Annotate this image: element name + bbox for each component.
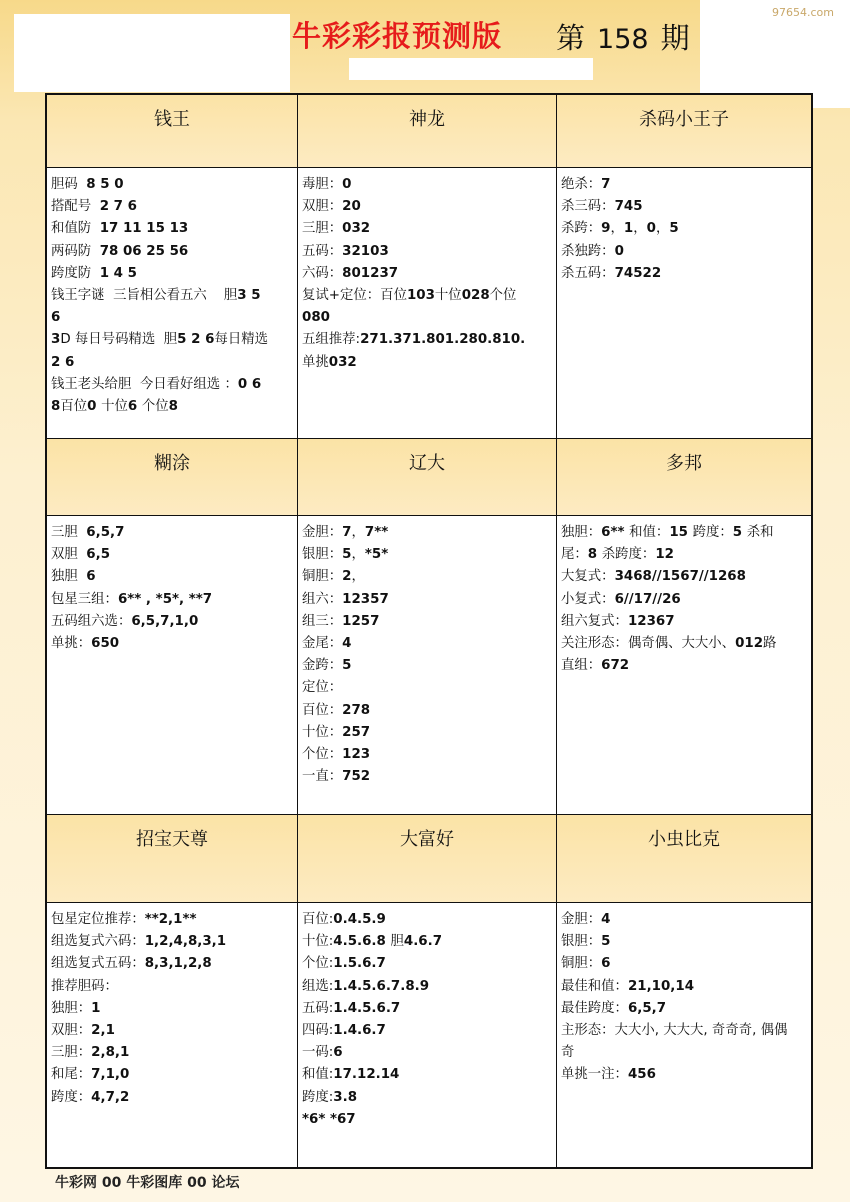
panel-line: 关注形态：偶奇偶、大大小、012路 [561,636,777,652]
blank-strip [349,58,593,80]
panel-line: 单挑一注：456 [561,1067,656,1083]
panel-line: 080 [302,310,330,326]
panel-body [47,168,297,438]
blank-area-left [14,14,290,92]
panel-line: 双胆：2,1 [51,1023,115,1039]
panel-line: 杀跨：9，1，0，5 [561,221,679,237]
panel-line: 双胆 6,5 [51,547,111,563]
panel-line: 尾：8 杀跨度：12 [561,547,674,563]
panel-line: 组三：1257 [302,613,380,629]
panel-line: 百位：278 [302,702,371,718]
panel-body [298,903,556,1167]
panel-line: 个位:1.5.6.7 [302,956,386,972]
panel-line: 单挑：650 [51,636,120,652]
panel-line: 2 6 [51,354,75,370]
panel-title: 小虫比克 [557,815,811,902]
panel-line: 单挑032 [302,354,357,370]
panel-line: 和尾：7,1,0 [51,1067,130,1083]
panel-line: 组选:1.4.5.6.7.8.9 [302,978,430,994]
panel-line: 绝杀：7 [561,177,611,192]
panel-line: 组六复式：12367 [561,613,675,629]
panel-line: 包星定位推荐：**2,1** [51,912,197,927]
panel-line: 银胆：5，*5* [302,547,389,563]
panel-line: 三胆 6,5,7 [51,525,125,540]
panel-line: 独胆：1 [51,1000,101,1016]
panel-line: 五码:1.4.5.6.7 [302,1000,401,1016]
panel-line: 金尾：4 [302,636,352,652]
panel-line: 跨度:3.8 [302,1089,358,1105]
panel-line: 钱王老头给胆 今日看好组选 ：0 6 [51,376,262,392]
panel-line: 三胆：2,8,1 [51,1045,130,1061]
panel-title: 辽大 [298,439,556,515]
panel-title: 招宝天尊 [47,815,297,902]
watermark: 97654.com [772,6,834,19]
panel-line: 组选复式五码：8,3,1,2,8 [51,956,212,972]
panel-line: 胆码 8 5 0 [51,177,124,192]
panel-line: 杀五码：74522 [561,265,662,281]
panel-line: 三胆：032 [302,221,371,237]
panel-line: 独胆：6** 和值：15 跨度：5 杀和 [561,525,774,540]
issue-number: 158 [597,24,649,55]
panel-line: 双胆：20 [302,199,361,215]
panel-body [47,903,297,1167]
panel-body [298,168,556,438]
panel-title: 大富好 [298,815,556,902]
issue-label [556,16,690,57]
panel-body [557,516,811,814]
prediction-grid [45,93,813,1169]
panel-body [557,168,811,438]
panel-line: 钱王字谜 三旨相公看五六 胆3 5 [51,288,261,304]
panel-line: 6 [51,310,61,326]
panel-line: 包星三组：6** , *5*, **7 [51,591,213,607]
panel-title: 杀码小王子 [557,95,811,167]
panel-line: 毒胆：0 [302,177,352,192]
panel-line: 铜胆：6 [561,956,611,972]
footer: 牛彩网 00 牛彩图库 00 论坛 [55,1175,240,1191]
panel-line: 六码：801237 [302,265,399,281]
panel-line: 十位：257 [302,724,371,740]
panel-line: 杀独跨：0 [561,243,624,259]
panel-line: 组六：12357 [302,591,389,607]
panel-title: 钱王 [47,95,297,167]
panel-line: 金跨：5 [302,658,352,674]
panel-line: 和值:17.12.14 [302,1067,400,1083]
panel-line: 大复式：3468//1567//1268 [561,569,746,585]
panel-line: 四码:1.4.6.7 [302,1023,386,1039]
panel-line: 五组推荐:271.371.801.280.810. [302,332,526,348]
page-title: 牛彩彩报预测版 [292,19,503,53]
issue-prefix: 第 [556,21,586,55]
panel-line: 一直：752 [302,769,371,785]
panel-body [298,516,556,814]
panel-line: 小复式：6//17//26 [561,591,681,607]
panel-line: 独胆 6 [51,569,96,585]
panel-line: 百位:0.4.5.9 [302,912,386,927]
panel-line: *6* *67 [302,1111,356,1127]
panel-body [47,516,297,814]
panel-line: 两码防 78 06 25 56 [51,243,189,259]
panel-line: 十位:4.5.6.8 胆4.6.7 [302,934,443,950]
panel-line: 金胆：4 [561,912,611,927]
panel-line: 金胆：7，7** [302,525,389,540]
panel-line: 个位：123 [302,747,371,763]
panel-line: 银胆：5 [561,934,611,950]
panel-line: 五码：32103 [302,243,389,259]
panel-line: 推荐胆码： [51,978,118,994]
panel-line: 最佳跨度：6,5,7 [561,1000,667,1016]
panel-line: 搭配号 2 7 6 [51,199,137,215]
panel-line: 8百位0 十位6 个位8 [51,399,178,415]
panel-body [557,903,811,1167]
panel-line: 一码:6 [302,1045,343,1061]
panel-title: 神龙 [298,95,556,167]
panel-line: 和值防 17 11 15 13 [51,221,189,237]
panel-line: 五码组六选：6,5,7,1,0 [51,613,199,629]
panel-line: 奇 [561,1045,575,1061]
panel-line: 复试+定位：百位103十位028个位 [302,288,517,304]
panel-title: 糊涂 [47,439,297,515]
issue-suffix: 期 [660,21,690,55]
panel-line: 直组：672 [561,658,630,674]
panel-line: 杀三码：745 [561,199,643,215]
panel-line: 组选复式六码：1,2,4,8,3,1 [51,934,227,950]
panel-line: 最佳和值：21,10,14 [561,978,695,994]
panel-line: 跨度防 1 4 5 [51,265,137,281]
panel-line: 3D 每日号码精选 胆5 2 6每日精选 [51,332,268,348]
panel-line: 主形态：大大小, 大大大, 奇奇奇, 偶偶 [561,1023,788,1039]
panel-title: 多邦 [557,439,811,515]
panel-line: 定位： [302,680,343,696]
panel-line: 跨度：4,7,2 [51,1089,130,1105]
panel-line: 铜胆：2， [302,569,365,585]
